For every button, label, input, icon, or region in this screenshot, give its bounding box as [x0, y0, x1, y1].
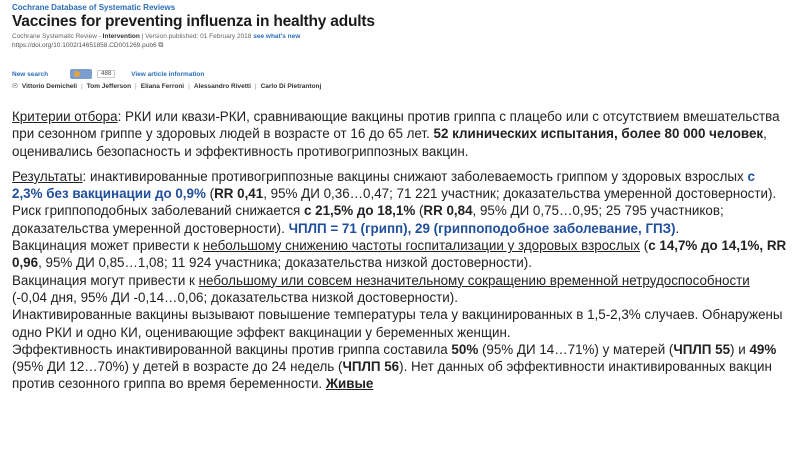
criteria-text-end: , оценивались безопасность и эффективность противогриппозных вакцин. [12, 126, 767, 159]
results-text: , 95% ДИ 0,75…0,95; 25 795 участников; доказательства умеренной достоверности). [12, 203, 724, 236]
authors-row [12, 82, 321, 90]
separator: | [254, 82, 257, 90]
results-text: : инактивированные противогриппозные вакцины снижают заболеваемость гриппом у здоровых взрослых [82, 168, 748, 184]
author-link[interactable]: Carlo Di Pietrantonj [260, 82, 322, 90]
results-bold: RR 0,84 [423, 203, 473, 219]
results-bold: Живые [325, 376, 374, 392]
results-text: (95% ДИ 14…71%) у матерей ( [478, 341, 674, 357]
results-text: ). Нет данных об эффективности инактивированных вакцин против сезонного гриппа во время беременности. [12, 359, 772, 392]
new-search-link[interactable]: New search [12, 70, 49, 78]
review-meta [12, 33, 492, 40]
separator: | [135, 82, 137, 90]
results-text: , 95% ДИ 0,85…1,08; 11 924 участника; доказательства низкой достоверности). [38, 255, 532, 271]
results-bold: ЧПЛП 56 [342, 359, 400, 375]
results-bold: с 21,5% до 18,1% [304, 203, 416, 219]
results-text: ( [640, 238, 649, 254]
view-article-info-link[interactable]: View article information [131, 70, 205, 78]
results-highlight: с 2,3% без вакцинации до 0,9% [12, 168, 755, 202]
results-bold: ЧПЛП 55 [673, 341, 731, 357]
database-name[interactable]: Cochrane Database of Systematic Reviews [12, 3, 176, 12]
author-link[interactable]: Eliana Ferroni [140, 82, 185, 90]
results-underline: небольшому или совсем незначительному сокращению временной нетрудоспособности [198, 272, 750, 288]
author-link[interactable]: Vittorio Demicheli [21, 82, 78, 90]
results-text: Вакцинация могут привести к [12, 272, 199, 288]
review-type: Cochrane Systematic Review - [12, 33, 103, 40]
results-text: . [675, 220, 680, 236]
results-text: (-0,04 дня, 95% ДИ -0,14…0,06; доказательства низкой достоверности). [12, 289, 458, 305]
criteria-paragraph [12, 108, 788, 160]
doi-link[interactable]: https://doi.org/10.1002/14651858.CD001269.pub6 [12, 42, 157, 49]
summary-body [12, 108, 788, 393]
spacer [12, 160, 788, 168]
criteria-bold: 52 клинических испытания, более 80 000 человек [433, 126, 764, 142]
results-text: ( [415, 203, 424, 219]
altmetric-icon [70, 69, 92, 79]
doi-row [12, 42, 492, 50]
criteria-label: Критерии отбора [12, 109, 118, 124]
work-absence-paragraph [12, 272, 788, 307]
results-text: (95% ДИ 12…70%) у детей в возрасте до 24 недель ( [12, 359, 343, 375]
results-highlight: ЧПЛП = 71 (грипп), 29 (гриппоподобное заболевание, ГПЗ) [288, 220, 676, 236]
pregnancy-paragraph [12, 341, 788, 393]
altmetric-badge[interactable] [70, 69, 115, 79]
external-link-icon[interactable]: ⧉ [158, 42, 164, 49]
criteria-text: : РКИ или квази-РКИ, сравнивающие вакцины против гриппа с плацебо или с отсутствием вмешательства при сезонном гриппе у здоровых людей в возрасте от 16 до 65 лет. [12, 109, 780, 142]
whats-new-link[interactable]: see what's new [253, 33, 301, 40]
results-text: Вакцинация может привести к [12, 238, 203, 254]
version-info: | Version published: 01 February 2018 [139, 33, 252, 40]
review-kind: Intervention [102, 33, 140, 40]
hospitalization-paragraph [12, 237, 788, 272]
results-bold: с 14,7% до 14,1%, RR 0,96 [12, 238, 787, 271]
article-title: Vaccines for preventing influenza in healthy adults [12, 13, 375, 30]
results-text: ) и [730, 341, 750, 357]
results-bold: RR 0,41 [214, 186, 264, 202]
altmetric-count: 488 [97, 70, 115, 78]
results-bold: 49% [749, 341, 777, 357]
mail-icon[interactable]: ✉ [12, 83, 18, 90]
results-underline: небольшому снижению частоты госпитализации у здоровых взрослых [202, 238, 641, 254]
fever-paragraph: Инактивированные вакцины вызывают повышение температуры тела у вакцинированных в 1,5-2,3% случаев. Обнаружены одно РКИ и одно КИ, оценивающие эффект вакцинации у беременных женщин. [12, 307, 783, 340]
article-header [12, 3, 492, 50]
results-bold: 50% [451, 341, 479, 357]
results-text: , 95% ДИ 0,36…0,47; 71 221 участник; доказательства умеренной достоверности). Риск гриппоподобных заболеваний снижается [12, 186, 777, 219]
results-paragraph [12, 168, 788, 237]
separator: | [188, 82, 190, 90]
author-link[interactable]: Alessandro Rivetti [193, 82, 251, 90]
separator: | [81, 82, 83, 90]
toolbar-row [12, 69, 204, 79]
results-text: ( [205, 186, 215, 202]
author-link[interactable]: Tom Jefferson [86, 82, 132, 90]
results-label: Результаты [12, 168, 83, 184]
results-text: Эффективность инактивированной вакцины против гриппа составила [12, 341, 452, 357]
